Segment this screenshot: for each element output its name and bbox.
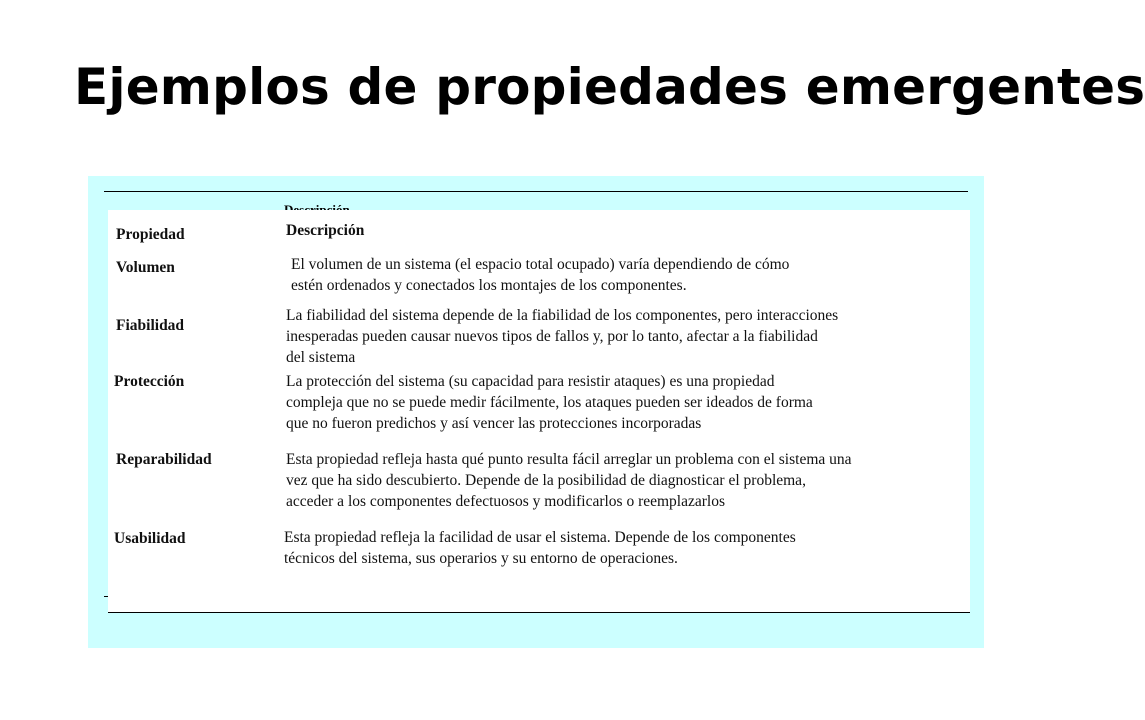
slide-title: Ejemplos de propiedades emergentes bbox=[74, 58, 1145, 116]
row-property-usabilidad: Usabilidad bbox=[114, 530, 186, 547]
table-ghost-header bbox=[284, 203, 350, 210]
header-description: Descripción bbox=[286, 222, 365, 239]
table-bottom-rule bbox=[108, 612, 970, 613]
row-property-fiabilidad: Fiabilidad bbox=[116, 317, 185, 334]
row-property-reparabilidad: Reparabilidad bbox=[116, 451, 212, 468]
header-property: Propiedad bbox=[116, 226, 185, 243]
row-description-usabilidad: Esta propiedad refleja la facilidad de usar el sistema. Depende de los componentes técnicos del sistema, sus operarios y su entorno de operaciones. bbox=[284, 529, 796, 567]
row-description-reparabilidad: Esta propiedad refleja hasta qué punto resulta fácil arreglar un problema con el sistema una vez que ha sido descubierto. Depende de la posibilidad de diagnosticar el problema, acceder a los componentes defectuosos y modificarlos o reemplazarlos bbox=[286, 451, 852, 510]
table-left-tick bbox=[104, 596, 108, 597]
table-top-rule bbox=[104, 191, 968, 192]
row-property-proteccion: Protección bbox=[114, 373, 185, 390]
row-description-proteccion: La protección del sistema (su capacidad para resistir ataques) es una propiedad compleja que no se puede medir fácilmente, los ataques pueden ser ideados de forma que no fueron predichos y así vencer las protecciones incorporadas bbox=[286, 373, 813, 432]
row-property-volumen: Volumen bbox=[116, 259, 175, 276]
row-description-volumen: El volumen de un sistema (el espacio total ocupado) varía dependiendo de cómo estén ordenados y conectados los montajes de los componentes. bbox=[291, 256, 790, 294]
row-description-fiabilidad: La fiabilidad del sistema depende de la fiabilidad de los componentes, pero interacciones inesperadas pueden causar nuevos tipos de fallos y, por lo tanto, afectar a la fiabilidad del sistema bbox=[286, 307, 839, 366]
